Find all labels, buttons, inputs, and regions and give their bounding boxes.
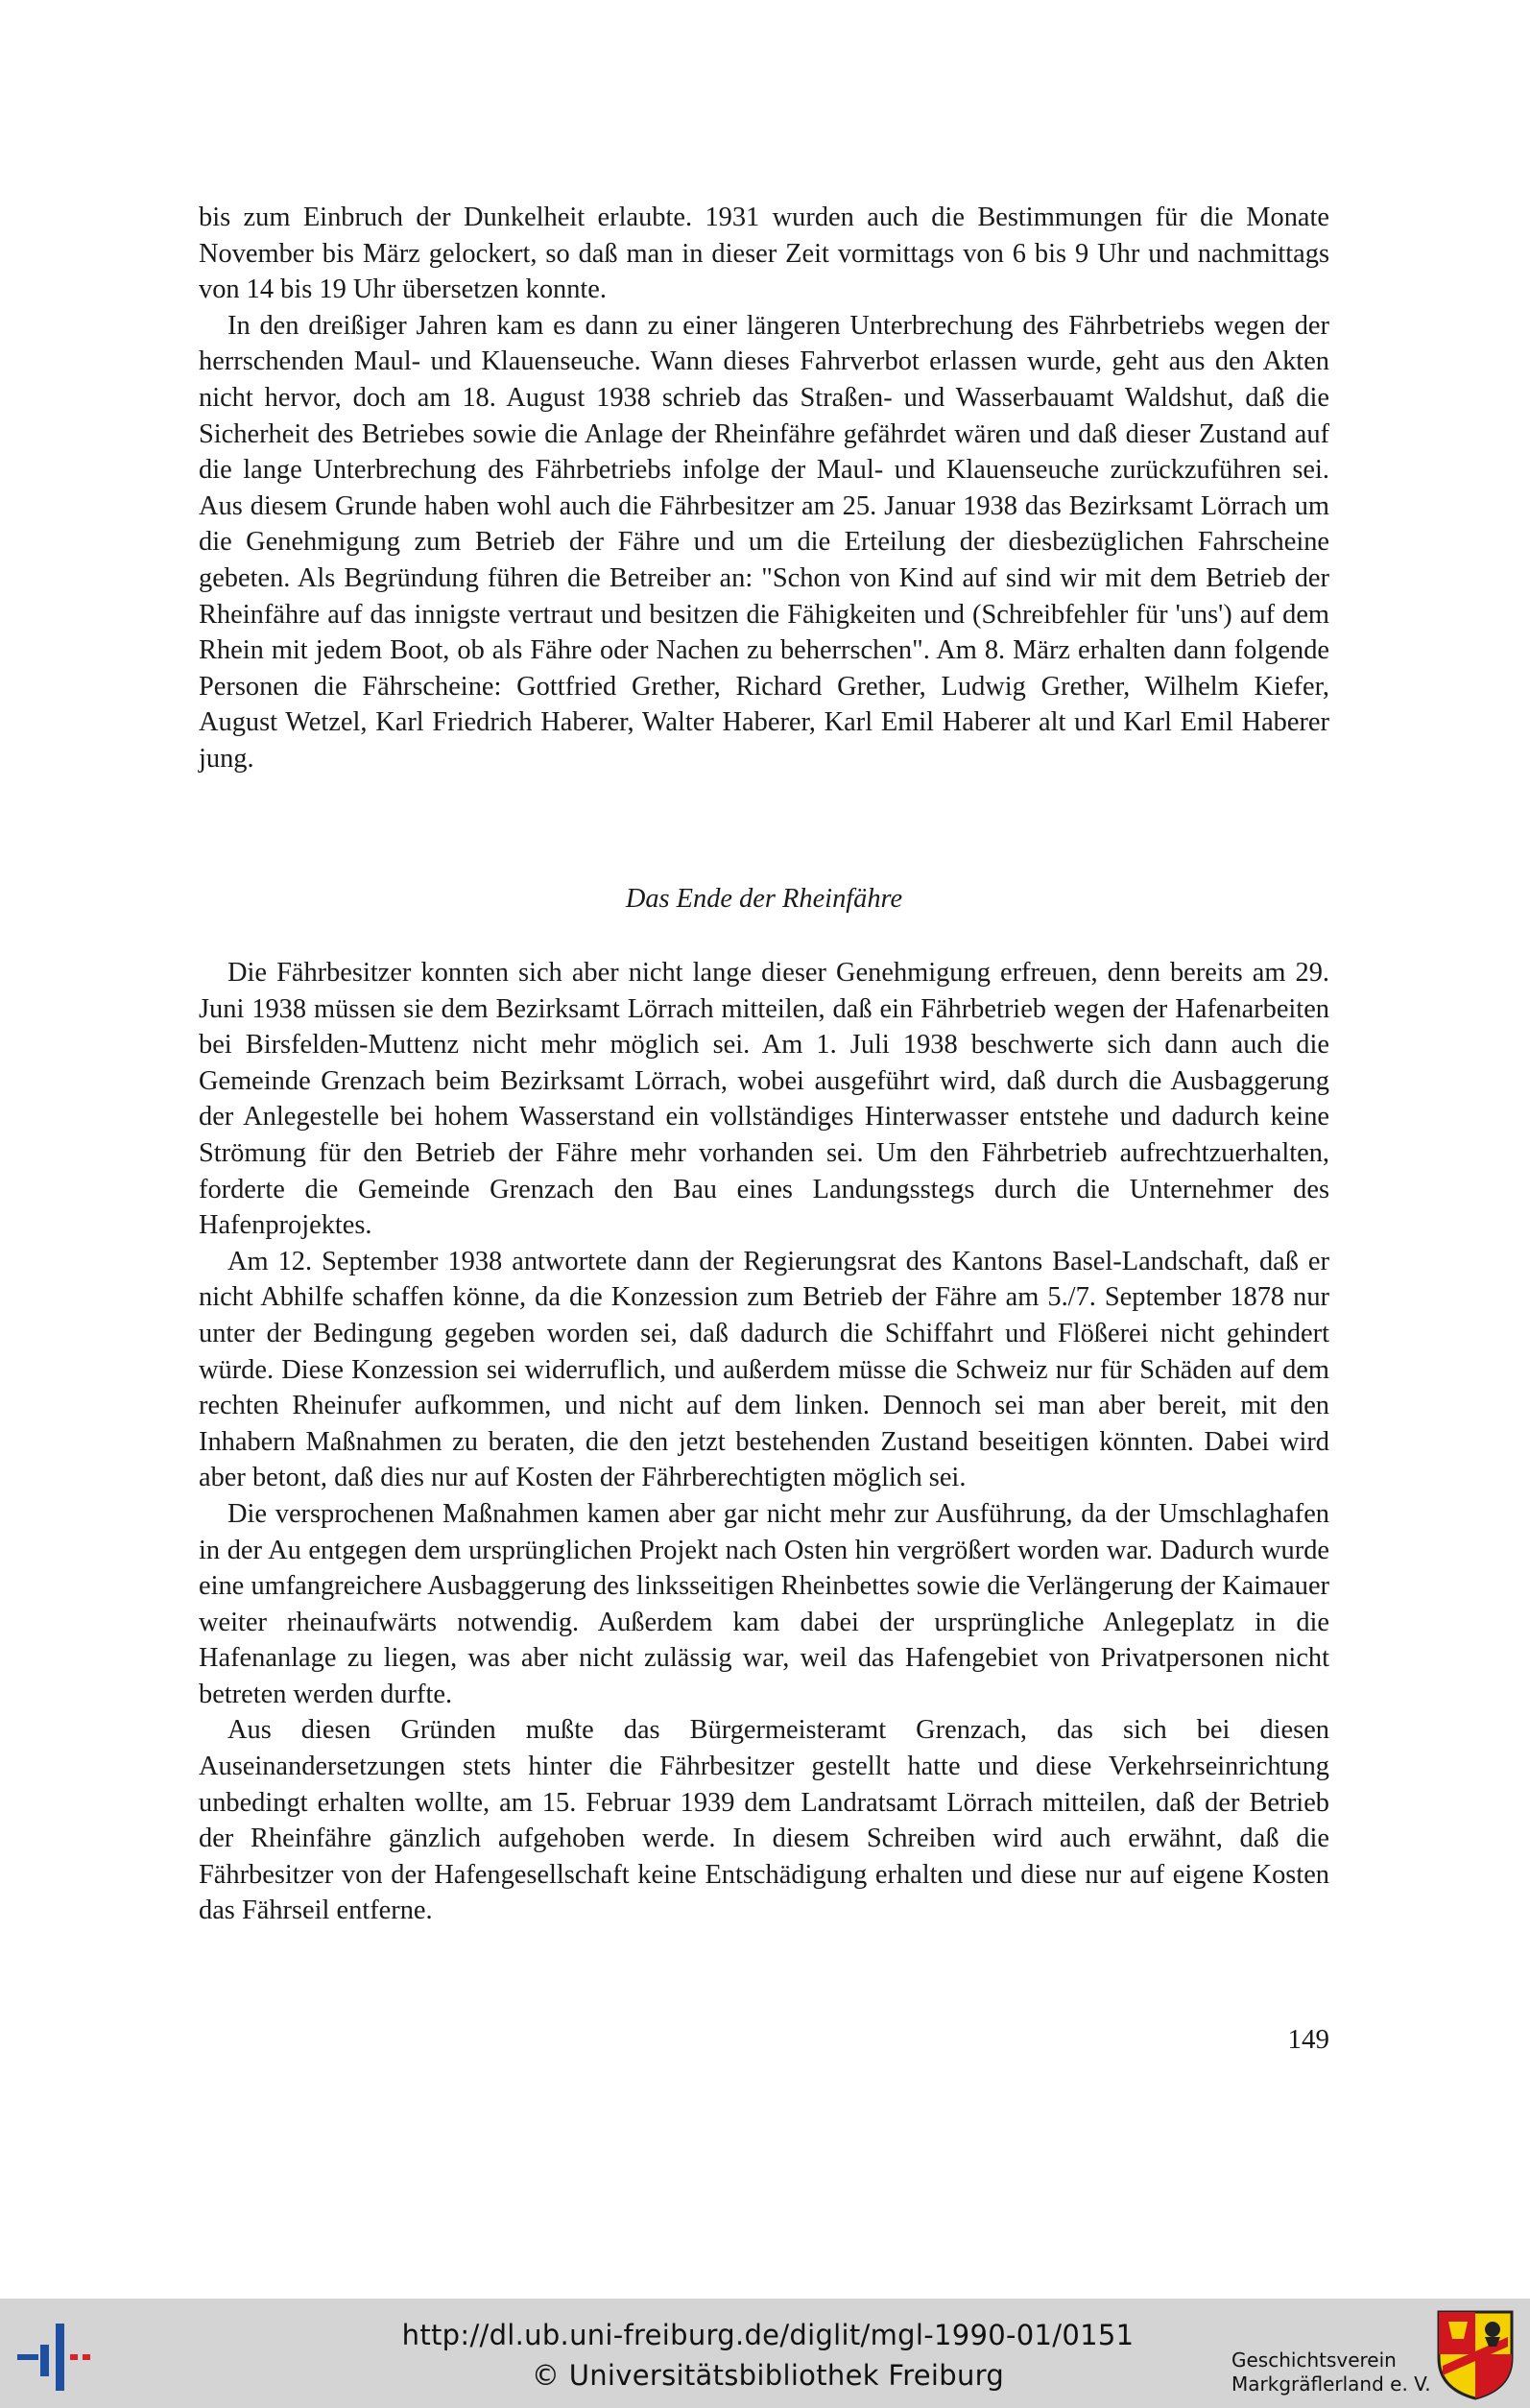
society-line: Markgräflerland e. V. (1231, 2372, 1431, 2396)
coat-of-arms-icon[interactable] (1435, 2308, 1516, 2400)
paragraph: bis zum Einbruch der Dunkelheit erlaubte. 1931 wurden auch die Bestimmungen für die Monate November bis März gelockert, so daß man in dieser Zeit vormittags von 6 bis 9 Uhr und nachmittags von 14 bis 19 Uhr übersetzen konnte. (199, 203, 1329, 305)
copyright-text: © Universitätsbibliothek Freiburg (531, 2359, 1005, 2392)
section-heading: Das Ende der Rheinfähre (625, 884, 903, 914)
society-name (1231, 2348, 1431, 2396)
bottom-text-block (199, 955, 1329, 1929)
paragraph: Am 12. September 1938 antwortete dann der Regierungsrat des Kantons Basel-Landschaft, daß er nicht Abhilfe schaffen könne, da die Konzession zum Betrieb der Fähre am 5./7. September 1878 nur unter der Bedingung gegeben worden sei, daß dadurch die Schiffahrt und Flößerei nicht gehindert würde. Diese Konzession sei widerruflich, und außerdem müsse die Schweiz nur für Schäden auf dem rechten Rheinufer aufkommen, und nicht auf dem linken. Dennoch sei man aber bereit, mit den Inhabern Maßnahmen zu beraten, die den jetzt bestehenden Zustand beseitigen könnten. Dabei wird aber betont, daß dies nur auf Kosten der Fährberechtigten möglich sei. (199, 1246, 1329, 1493)
paragraph: In den dreißiger Jahren kam es dann zu einer längeren Unterbrechung des Fährbetriebs wegen der herrschenden Maul- und Klauenseuche. Wann dieses Fahrverbot erlassen wurde, geht aus den Akten nicht hervor, doch am 18. August 1938 schrieb das Straßen- und Wasserbauamt Waldshut, daß die Sicherheit des Betriebes sowie die Anlage der Rheinfähre gefährdet wären und daß dieser Zustand auf die lange Unterbrechung des Fährbetriebs infolge der Maul- und Klauenseuche zurückzuführen sei. Aus diesem Grunde haben wohl auch die Fährbesitzer am 25. Januar 1938 das Bezirksamt Lörrach um die Genehmigung zum Betrieb der Fähre und um die Erteilung der diesbezüglichen Fahrscheine gebeten. Als Begründung führen die Betreiber an: "Schon von Kind auf sind wir mit dem Betrieb der Rheinfähre auf das innigste vertraut und besitzen die Fähigkeiten und (Schreibfehler für 'uns') auf dem Rhein mit jedem Boot, ob als Fähre oder Nachen zu beherrschen". Am 8. März erhalten dann folgende Personen die Fährscheine: Gottfried Grether, Richard Grether, Ludwig Grether, Wilhelm Kiefer, August Wetzel, Karl Friedrich Haberer, Walter Haberer, Karl Emil Haberer alt und Karl Emil Haberer jung. (199, 310, 1329, 774)
paragraph: Aus diesen Gründen mußte das Bürgermeisteramt Grenzach, das sich bei diesen Auseinandersetzungen stets hinter die Fährbesitzer gestellt hatte und diese Verkehrseinrichtung unbedingt erhalten wollte, am 15. Februar 1939 dem Landratsamt Lörrach mitteilen, daß der Betrieb der Rheinfähre gänzlich aufgehoben werde. In diesem Schreiben wird auch erwähnt, daß die Fährbesitzer von der Hafengesellschaft keine Entschädigung erhalten und diese nur auf eigene Kosten das Fährseil entferne. (199, 1715, 1329, 1926)
society-line: Geschichtsverein (1231, 2348, 1397, 2372)
top-text-block (199, 200, 1329, 777)
document-url-link[interactable]: http://dl.ub.uni-freiburg.de/diglit/mgl-1990-01/0151 (401, 2319, 1135, 2351)
paragraph: Die Fährbesitzer konnten sich aber nicht lange dieser Genehmigung erfreuen, denn bereits am 29. Juni 1938 müssen sie dem Bezirksamt Lörrach mitteilen, daß ein Fährbetrieb wegen der Hafenarbeiten bei Birsfelden-Muttenz nicht mehr möglich sei. Am 1. Juli 1938 beschwerte sich dann auch die Gemeinde Grenzach beim Bezirksamt Lörrach, wobei ausgeführt wird, daß durch die Ausbaggerung der Anlegestelle bei hohem Wasserstand ein vollständiges Hinterwasser entstehe und dadurch keine Strömung für den Betrieb der Fähre mehr vorhanden sei. Um den Fährbetrieb aufrechtzuerhalten, forderte die Gemeinde Grenzach den Bau eines Landungsstegs durch die Unternehmer des Hafenprojektes. (199, 958, 1329, 1241)
footer-bar (0, 2299, 1530, 2408)
page-number: 149 (1287, 2024, 1329, 2055)
paragraph: Die versprochenen Maßnahmen kamen aber gar nicht mehr zur Ausführung, da der Umschlaghafen in der Au entgegen dem ursprünglichen Projekt nach Osten hin vergrößert worden war. Dadurch wurde eine umfangreichere Ausbaggerung des linksseitigen Rheinbettes sowie die Verlängerung der Kaimauer weiter rheinaufwärts notwendig. Außerdem kam dabei der ursprüngliche Anlegeplatz in die Hafenanlage zu liegen, was aber nicht zulässig war, weil das Hafengebiet von Privatpersonen nicht betreten werden durfte. (199, 1498, 1329, 1709)
ub-freiburg-logo-icon[interactable] (17, 2316, 100, 2393)
